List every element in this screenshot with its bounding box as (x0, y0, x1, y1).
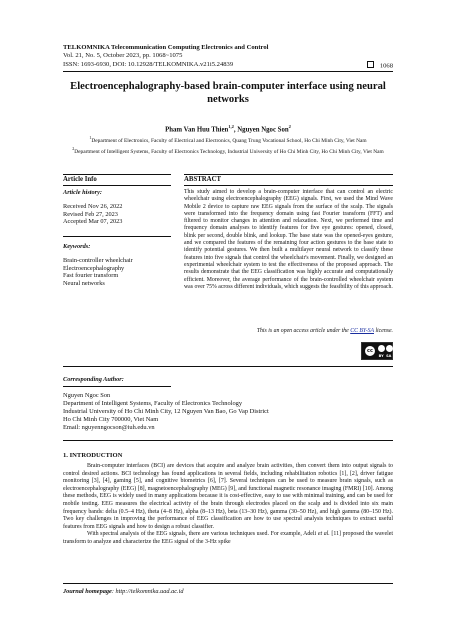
keywords-rule (63, 236, 171, 237)
keyword-item: Neural networks (63, 280, 105, 288)
article-info-rule (63, 185, 171, 186)
introduction-body (63, 463, 393, 547)
author-1-sup: 1,2 (228, 124, 234, 129)
page-number: 1068 (379, 62, 393, 70)
journal-homepage (63, 588, 184, 595)
article-history (63, 189, 171, 226)
received-date: Received Nov 26, 2022 (63, 202, 123, 210)
issn-doi: ISSN: 1693-6930, DOI: 10.12928/TELKOMNIKA.v21i5.24839 (63, 60, 234, 68)
license-end: license. (374, 328, 393, 334)
share-alike-icon (386, 345, 393, 352)
footer-rule (63, 583, 393, 584)
header-rule (63, 71, 393, 72)
keywords-label: Keywords: (63, 243, 91, 250)
corresponding-heading: Corresponding Author: (63, 376, 124, 383)
corresponding-bottom-rule (63, 440, 393, 441)
affil-2-sup: 2 (72, 145, 75, 151)
license-text: This is an open access article under the (256, 328, 351, 334)
license-link[interactable]: CC BY-SA (350, 328, 374, 334)
volume-info: Vol. 21, No. 5, October 2023, pp. 1068~1075 (63, 52, 183, 60)
affiliation-2: Department of Intelligent Systems, Faculty of Electronics Technology, Industrial University of Ho Chi Minh City, Ho Chi Minh City, Viet Nam (74, 148, 384, 155)
author-2-sup: 2 (288, 124, 291, 129)
abstract-text: This study aimed to develop a brain-computer interface that can control an electric wheelchair using electroencephalography (EEG) signals. First, we used the Mind Wave Mobile 2 device to capture raw EEG signals from the surface of the scalp. The signals were transformed into the frequency domain using fast Fourier transform (FFT) and filtered to monitor changes in attention and relaxation. Next, we performed time and frequency domain analyses to identify features for five eye gestures: opened, closed, blink per second, double blink, and lookup. The base state was the opened-eyes gesture, and we compared the features of the remaining four action gestures to the base state to identify potential gestures. We then built a multilayer neural network to classify these features into five signals that control the wheelchair's movement. Finally, we designed an experimental wheelchair system to test the effectiveness of the proposed approach. The results demonstrate that the EEG classification was highly accurate and computationally efficient. Moreover, the average performance of the brain-controlled wheelchair system was over 75% across different individuals, which suggests the feasibility of this approach. (184, 189, 393, 290)
license-line (184, 328, 393, 334)
authors (63, 124, 393, 133)
article-info-heading: Article Info (63, 176, 97, 183)
page-number-wrap (367, 61, 393, 71)
corr-email: Email: nguyenngocson@iuh.edu.vn (63, 424, 155, 431)
square-icon (367, 61, 374, 68)
corr-city: Ho Chi Minh City 700000, Viet Nam (63, 416, 159, 423)
affil-1-sup: 1 (89, 135, 92, 140)
attribution-icon (378, 345, 385, 352)
corresponding-top-rule (63, 366, 393, 367)
affiliation-1: Department of Electronics, Faculty of Electrical and Electronics, Quang Trung Vocational School, Ho Chi Minh City, Viet Nam (91, 137, 367, 144)
journal-header (63, 44, 393, 71)
article-info-top-rule (63, 174, 171, 175)
corresponding-details (63, 392, 393, 432)
abstract-heading: ABSTRACT (184, 176, 222, 183)
corr-name: Nguyen Ngoc Son (63, 392, 111, 399)
cc-icon: cc (364, 345, 376, 357)
revised-date: Revised Feb 27, 2023 (63, 210, 118, 218)
history-label: Article history: (63, 189, 103, 196)
paper-title: Electroencephalography-based brain-computer interface using neural networks (70, 81, 386, 105)
journal-name: TELKOMNIKA Telecommunication Computing Electronics and Control (63, 44, 269, 51)
homepage-url[interactable]: : http://telkomnika.uad.ac.id (111, 588, 184, 595)
keywords (63, 243, 171, 288)
badge-labels: BY SA (378, 354, 392, 358)
homepage-label: Journal homepage (63, 588, 112, 595)
abstract-top-rule (184, 174, 393, 175)
corr-univ: Industrial University of Ho Chi Minh City, 12 Nguyen Van Bao, Go Vap District (63, 408, 269, 415)
introduction-heading: 1. INTRODUCTION (63, 452, 123, 459)
author-1: Pham Van Huu Thien (165, 126, 229, 134)
keyword-item: Fast fourier transform (63, 272, 119, 280)
abstract-rule (184, 185, 393, 186)
affiliations (63, 134, 393, 156)
keyword-item: Brain-controller wheelchair (63, 256, 133, 264)
author-2: , Nguyen Ngoc Son (233, 126, 289, 134)
intro-paragraph-2: With spectral analysis of the EEG signals, there are various techniques used. For example, Adeli et al. [11] proposed the wavelet transform to analyze and characterize the EEG signal of the 3-Hz spike (63, 531, 394, 545)
corr-dept: Department of Intelligent Systems, Faculty of Electronics Technology (63, 400, 243, 407)
intro-paragraph-1: Brain-computer interfaces (BCI) are devices that acquire and analyze brain activities, then convert them into output signals to control desired actions. BCI technology has found applications in several fields, including rehabilitation robotics [1], [2], driver fatigue monitoring [3], [4], gaming [5], and cognitive biometrics [6], [7]. Several techniques can be used to measure brain signals, such as electroencephalography (EEG) [8], magnetoencephalography (MEG) [9], and functional magnetic resonance imaging (FMRI) [10]. Among these methods, EEG is widely used in many applications because it is cost-effective, easy to use with minimal training, and can be used for mobile testing. EEG measures the electrical activity of the brain through electrodes placed on the scalp and is divided into six main frequency bands: delta (0.5–4 Hz), theta (4–8 Hz), alpha (8–13 Hz), beta (13–30 Hz), gamma (30–50 Hz), and high gamma (80–150 Hz). Two key challenges in improving the performance of EEG classification are how to use spectral analysis techniques to extract useful features from EEG signals and how to design a robust classifier. (63, 463, 393, 530)
corresponding-rule (63, 386, 171, 387)
accepted-date: Accepted Mar 07, 2023 (63, 218, 123, 226)
cc-license-badge[interactable] (361, 342, 393, 360)
keyword-item: Electroencephalography (63, 264, 125, 272)
